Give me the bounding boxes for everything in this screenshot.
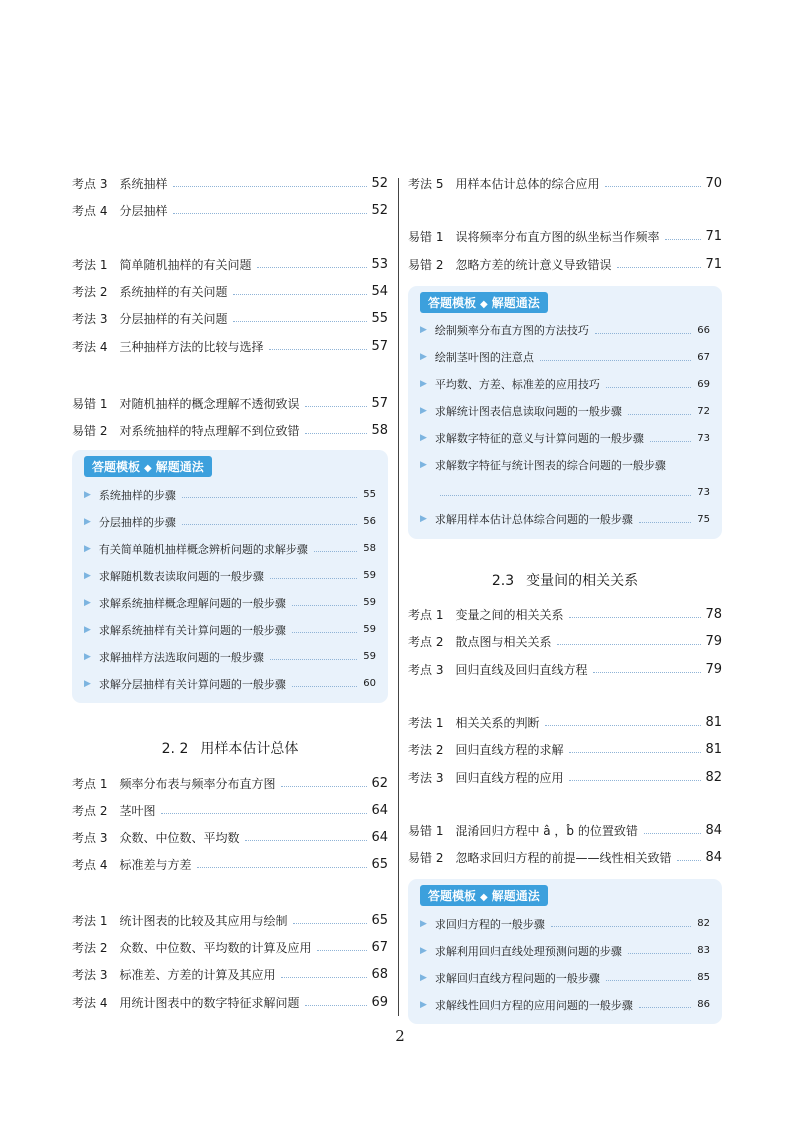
dot-leader	[270, 578, 357, 579]
box-item-page: 67	[697, 351, 710, 363]
dot-leader	[182, 524, 357, 525]
spacer	[408, 791, 722, 817]
entry-title: 简单随机抽样的有关问题	[119, 257, 252, 272]
spacer	[408, 197, 722, 223]
dot-leader	[305, 433, 367, 434]
dot-leader	[233, 294, 367, 295]
entry-title: 散点图与相关关系	[455, 635, 552, 650]
toc-entry[interactable]	[72, 851, 388, 878]
box-item[interactable]	[84, 670, 376, 697]
entry-title: 对随机抽样的概念理解不透彻致误	[119, 396, 300, 411]
box-item[interactable]	[84, 562, 376, 589]
dot-leader	[569, 780, 701, 781]
entry-label: 考法 4	[72, 995, 108, 1010]
toc-entry[interactable]	[408, 170, 722, 197]
dot-leader	[257, 267, 367, 268]
entry-page: 84	[705, 850, 722, 866]
entry-title: 用样本估计总体的综合应用	[455, 177, 600, 192]
entry-title: 混淆回归方程中 â ，b̂ 的位置致错	[455, 823, 638, 838]
triangle-bullet-icon: ▶	[84, 570, 91, 581]
dot-leader	[595, 333, 691, 334]
triangle-bullet-icon: ▶	[84, 678, 91, 689]
toc-entry[interactable]	[72, 907, 388, 934]
toc-entry[interactable]	[408, 844, 722, 871]
box-item-page: 73	[697, 486, 710, 498]
entry-page: 65	[371, 857, 388, 873]
box-title-b: 解题通法	[491, 295, 540, 310]
entry-page: 78	[705, 607, 722, 623]
entry-label: 易错 1	[408, 823, 444, 838]
entry-label: 考法 1	[408, 715, 444, 730]
diamond-icon: ◆	[480, 298, 488, 310]
box-title-a: 答题模板	[428, 889, 477, 904]
triangle-bullet-icon: ▶	[420, 433, 427, 444]
box-item[interactable]	[420, 344, 710, 371]
entry-page: 70	[705, 176, 722, 192]
box-item-page: 59	[363, 651, 376, 663]
dot-leader	[677, 860, 701, 861]
box-item-title: 求解数字特征的意义与计算问题的一般步骤	[434, 432, 644, 446]
dot-leader	[281, 977, 367, 978]
triangle-bullet-icon: ▶	[420, 999, 427, 1010]
box-item-title: 求解用样本估计总体综合问题的一般步骤	[434, 513, 633, 527]
diamond-icon: ◆	[480, 892, 488, 904]
toc-entry[interactable]	[408, 655, 722, 682]
entry-page: 64	[371, 802, 388, 818]
box-item-title: 求解系统抽样有关计算问题的一般步骤	[98, 623, 286, 637]
toc-entry[interactable]	[408, 817, 722, 844]
entry-page: 69	[371, 994, 388, 1010]
dot-leader	[639, 522, 691, 523]
triangle-bullet-icon: ▶	[84, 597, 91, 608]
dot-leader	[269, 349, 367, 350]
entry-title: 对系统抽样的特点理解不到位致错	[119, 424, 300, 439]
entry-page: 79	[705, 661, 722, 677]
toc-entry[interactable]	[72, 934, 388, 961]
box-item-page: 69	[697, 378, 710, 390]
toc-entry[interactable]	[408, 601, 722, 628]
entry-title: 误将频率分布直方图的纵坐标当作频率	[455, 230, 660, 245]
dot-leader	[161, 813, 367, 814]
template-box	[408, 286, 722, 539]
entry-title: 茎叶图	[119, 803, 156, 818]
dot-leader	[639, 1007, 691, 1008]
toc-entry[interactable]	[408, 709, 722, 736]
column-divider	[398, 178, 399, 1016]
entry-title: 众数、中位数、平均数	[119, 831, 240, 846]
box-item-title: 有关简单随机抽样概念辨析问题的求解步骤	[98, 542, 308, 556]
dot-leader	[617, 267, 701, 268]
entry-label: 考法 2	[72, 941, 108, 955]
box-item-page: 83	[697, 945, 710, 957]
box-title	[420, 885, 548, 906]
dot-leader	[593, 672, 701, 673]
box-item[interactable]	[84, 508, 376, 535]
entry-page: 53	[371, 256, 388, 272]
entry-label: 考点 1	[408, 608, 444, 623]
box-item[interactable]	[84, 535, 376, 562]
entry-title: 三种抽样方法的比较与选择	[119, 339, 264, 354]
entry-page: 52	[371, 203, 388, 219]
entry-label: 考点 2	[72, 803, 108, 818]
dot-leader	[270, 659, 357, 660]
dot-leader	[305, 1005, 367, 1006]
dot-leader	[317, 950, 367, 951]
toc-entry[interactable]	[72, 197, 388, 224]
box-item-title: 求解系统抽样概念理解问题的一般步骤	[98, 596, 286, 610]
toc-entry[interactable]	[408, 251, 722, 278]
box-item-page: 56	[363, 516, 376, 528]
entry-title: 忽略方差的统计意义导致错误	[455, 257, 612, 272]
box-item-page: 85	[697, 972, 710, 984]
entry-label: 考点 3	[72, 177, 108, 192]
section-title	[72, 729, 388, 769]
entry-page: 81	[705, 714, 722, 730]
box-item[interactable]	[420, 317, 710, 344]
dot-leader	[551, 926, 691, 927]
entry-title: 频率分布表与频率分布直方图	[119, 776, 276, 791]
box-item[interactable]	[420, 371, 710, 398]
dot-leader	[292, 686, 357, 687]
box-item-page: 59	[363, 597, 376, 609]
triangle-bullet-icon: ▶	[420, 352, 427, 363]
box-item[interactable]	[420, 964, 710, 991]
box-item-page: 75	[697, 513, 710, 525]
dot-leader	[173, 213, 367, 214]
entry-page: 71	[705, 256, 722, 272]
dot-leader	[628, 953, 691, 954]
box-item-title: 系统抽样的步骤	[98, 488, 176, 502]
entry-title: 相关关系的判断	[455, 715, 540, 730]
box-item-title: 平均数、方差、标准差的应用技巧	[434, 378, 600, 392]
box-item-page: 59	[363, 570, 376, 582]
entry-label: 易错 2	[72, 424, 108, 439]
entry-title: 系统抽样	[119, 177, 168, 192]
spacer	[72, 225, 388, 251]
entry-title: 忽略求回归方程的前提——线性相关致错	[455, 851, 672, 866]
box-item[interactable]	[84, 481, 376, 508]
entry-label: 易错 1	[72, 396, 108, 411]
triangle-bullet-icon: ▶	[84, 624, 91, 635]
dot-leader	[292, 605, 357, 606]
dot-leader	[665, 239, 701, 240]
box-item-title: 求解随机数表读取问题的一般步骤	[98, 569, 264, 583]
toc-entry[interactable]	[72, 797, 388, 824]
dot-leader	[569, 617, 701, 618]
toc-entry[interactable]	[72, 988, 388, 1015]
dot-leader	[173, 186, 367, 187]
entry-label: 考法 2	[408, 743, 444, 758]
entry-title: 变量之间的相关关系	[455, 608, 564, 623]
toc-entry[interactable]	[72, 332, 388, 359]
entry-label: 考法 3	[408, 770, 444, 785]
box-item-title: 求解回归直线方程问题的一般步骤	[434, 971, 600, 985]
entry-page: 68	[371, 967, 388, 983]
dot-leader	[545, 725, 701, 726]
entry-title: 回归直线方程的应用	[455, 770, 564, 785]
entry-label: 考法 3	[72, 968, 108, 983]
triangle-bullet-icon: ▶	[420, 379, 427, 390]
box-item-page: 66	[697, 324, 710, 336]
box-item-title: 绘制茎叶图的注意点	[434, 351, 534, 365]
box-item-title: 分层抽样的步骤	[98, 515, 176, 529]
entry-label: 考法 2	[72, 285, 108, 300]
entry-title: 系统抽样的有关问题	[119, 285, 228, 300]
triangle-bullet-icon: ▶	[420, 514, 427, 525]
box-item-page: 86	[697, 999, 710, 1011]
triangle-bullet-icon: ▶	[84, 489, 91, 500]
entry-page: 54	[371, 284, 388, 300]
box-item[interactable]	[420, 452, 710, 479]
entry-title: 分层抽样的有关问题	[119, 312, 228, 327]
box-title-b: 解题通法	[155, 460, 204, 475]
page-number: 2	[395, 1027, 405, 1045]
box-item-page: 55	[363, 489, 376, 501]
entry-title: 回归直线及回归直线方程	[455, 662, 588, 677]
box-item-title: 求解分层抽样有关计算问题的一般步骤	[98, 677, 286, 691]
dot-leader	[606, 387, 691, 388]
toc-entry[interactable]	[72, 251, 388, 278]
box-title-a: 答题模板	[92, 460, 141, 475]
box-item[interactable]	[420, 910, 710, 937]
box-item[interactable]	[84, 616, 376, 643]
entry-label: 考法 1	[72, 913, 108, 928]
entry-page: 82	[705, 769, 722, 785]
dot-leader	[628, 414, 691, 415]
box-item-title: 求解数字特征与统计图表的综合问题的一般步骤	[434, 459, 666, 473]
entry-label: 考法 5	[408, 177, 444, 192]
toc-entry[interactable]	[72, 305, 388, 332]
entry-label: 考点 3	[72, 831, 108, 846]
entry-page: 58	[371, 423, 388, 439]
right-column	[408, 170, 722, 1024]
box-item-page: 58	[363, 543, 376, 555]
entry-label: 考点 2	[408, 635, 444, 650]
box-item[interactable]	[84, 643, 376, 670]
section-name: 变量间的相关关系	[526, 572, 639, 589]
entry-page: 67	[371, 940, 388, 955]
box-item-page: 60	[363, 678, 376, 690]
dot-leader	[197, 867, 367, 868]
entry-page: 55	[371, 311, 388, 327]
box-item[interactable]	[420, 991, 710, 1018]
box-title	[420, 292, 548, 313]
dot-leader	[292, 632, 357, 633]
triangle-bullet-icon: ▶	[84, 651, 91, 662]
dot-leader	[650, 441, 691, 442]
box-item[interactable]	[420, 398, 710, 425]
box-item-title: 求解利用回归直线处理预测问题的步骤	[434, 944, 622, 958]
entry-page: 65	[371, 912, 388, 928]
dot-leader	[606, 980, 691, 981]
triangle-bullet-icon: ▶	[420, 406, 427, 417]
dot-leader	[557, 644, 701, 645]
entry-label: 考点 4	[72, 858, 108, 873]
entry-page: 52	[371, 176, 388, 192]
entry-title: 回归直线方程的求解	[455, 743, 564, 758]
section-number: 2. 2	[161, 741, 189, 758]
triangle-bullet-icon: ▶	[420, 945, 427, 956]
entry-label: 考法 4	[72, 339, 108, 354]
toc-entry[interactable]	[408, 223, 722, 250]
entry-page: 57	[371, 395, 388, 411]
spacer	[408, 683, 722, 709]
entry-page: 81	[705, 742, 722, 758]
dot-leader	[182, 497, 357, 498]
dot-leader	[644, 833, 702, 834]
entry-page: 84	[705, 822, 722, 838]
toc-entry[interactable]	[72, 278, 388, 305]
toc-entry[interactable]	[72, 417, 388, 444]
dot-leader	[540, 360, 691, 361]
box-item-title: 求解线性回归方程的应用问题的一般步骤	[434, 998, 633, 1012]
entry-page: 64	[371, 830, 388, 846]
diamond-icon: ◆	[144, 463, 152, 475]
box-item[interactable]	[420, 937, 710, 964]
box-item[interactable]	[84, 589, 376, 616]
dot-leader	[233, 321, 367, 322]
entry-label: 考点 4	[72, 204, 108, 219]
entry-title: 用统计图表中的数字特征求解问题	[119, 995, 300, 1010]
dot-leader	[281, 786, 367, 787]
box-item-title: 求解统计图表信息读取问题的一般步骤	[434, 405, 622, 419]
section-number: 2.3	[491, 572, 515, 589]
entry-title: 标准差与方差	[119, 858, 192, 873]
entry-title: 标准差、方差的计算及其应用	[119, 968, 276, 983]
spacer	[72, 879, 388, 907]
entry-label: 考点 1	[72, 776, 108, 791]
box-item-title: 求解抽样方法选取问题的一般步骤	[98, 650, 264, 664]
triangle-bullet-icon: ▶	[420, 972, 427, 983]
toc-entry[interactable]	[72, 390, 388, 417]
dot-leader	[314, 551, 357, 552]
dot-leader	[569, 752, 701, 753]
box-item-title: 绘制频率分布直方图的方法技巧	[434, 324, 589, 338]
section-name: 用样本估计总体	[200, 741, 299, 758]
dot-leader	[245, 840, 367, 841]
entry-label: 考法 3	[72, 312, 108, 327]
box-item-continuation[interactable]	[420, 479, 710, 506]
template-box	[408, 879, 722, 1024]
entry-title: 统计图表的比较及其应用与绘制	[119, 913, 288, 928]
entry-page: 79	[705, 634, 722, 650]
triangle-bullet-icon: ▶	[84, 543, 91, 554]
box-item-title: 求回归方程的一般步骤	[434, 917, 545, 931]
section-title	[408, 561, 722, 601]
toc-entry[interactable]	[408, 628, 722, 655]
entry-label: 易错 2	[408, 257, 444, 272]
box-item-page: 72	[697, 405, 710, 417]
toc-entry[interactable]	[72, 961, 388, 988]
dot-leader	[305, 406, 367, 407]
dot-leader	[440, 495, 691, 496]
spacer	[72, 360, 388, 390]
box-title	[84, 456, 212, 477]
entry-page: 62	[371, 775, 388, 791]
triangle-bullet-icon: ▶	[420, 918, 427, 929]
entry-label: 考法 1	[72, 257, 108, 272]
toc-entry[interactable]	[408, 763, 722, 790]
toc-entry[interactable]	[72, 824, 388, 851]
triangle-bullet-icon: ▶	[420, 460, 427, 471]
box-item-page: 82	[697, 918, 710, 930]
box-title-a: 答题模板	[428, 295, 477, 310]
box-item[interactable]	[420, 425, 710, 452]
left-column	[72, 170, 388, 1016]
triangle-bullet-icon: ▶	[84, 516, 91, 527]
entry-title: 分层抽样	[119, 204, 168, 219]
template-box	[72, 450, 388, 703]
toc-entry[interactable]	[72, 769, 388, 796]
entry-label: 考点 3	[408, 662, 444, 677]
box-title-b: 解题通法	[491, 889, 540, 904]
entry-title: 众数、中位数、平均数的计算及应用	[119, 941, 312, 955]
dot-leader	[293, 923, 367, 924]
dot-leader	[605, 186, 701, 187]
entry-label: 易错 2	[408, 851, 444, 866]
toc-entry[interactable]	[408, 736, 722, 763]
triangle-bullet-icon: ▶	[420, 325, 427, 336]
entry-page: 57	[371, 338, 388, 354]
box-item-page: 59	[363, 624, 376, 636]
box-item-page: 73	[697, 432, 710, 444]
entry-label: 易错 1	[408, 230, 444, 245]
toc-entry[interactable]	[72, 170, 388, 197]
entry-page: 71	[705, 229, 722, 245]
box-item[interactable]	[420, 506, 710, 533]
